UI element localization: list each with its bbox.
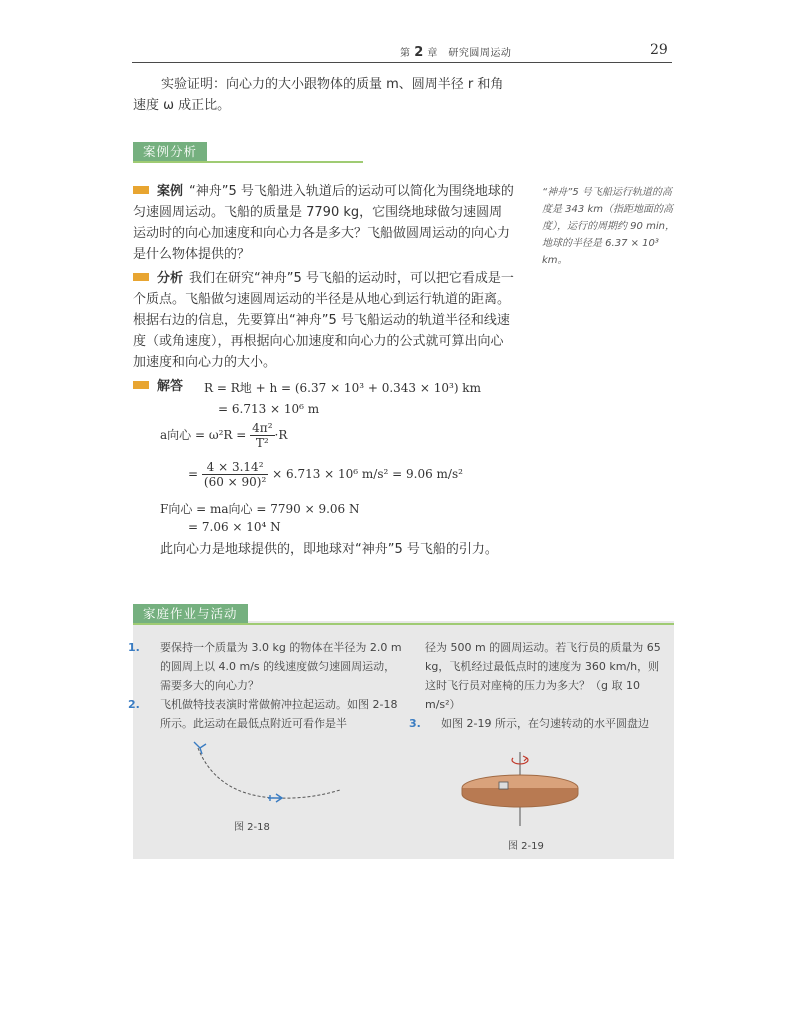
question-text: 如图 2-19 所示，在匀速转动的水平圆盘边 bbox=[441, 717, 649, 730]
section-title-case-analysis: 案例分析 bbox=[133, 142, 207, 162]
calc-denominator: (60 × 90)² bbox=[203, 475, 267, 489]
question-2-continued: 径为 500 m 的圆周运动。若飞行员的质量为 65 kg，飞机经过最低点时的速度为 360 km/h，则这时飞行员对座椅的压力为多大？（g 取 10 m/s²） bbox=[425, 641, 661, 711]
plane-start-icon bbox=[194, 742, 206, 754]
figure-2-18-dive-path bbox=[180, 738, 350, 808]
bullet-marker bbox=[133, 186, 149, 194]
question-text: 飞机做特技表演时常做俯冲拉起运动。如图 2-18 所示。此运动在最低点附近可看作是半 bbox=[160, 698, 398, 730]
question-text: 要保持一个质量为 3.0 kg 的物体在半径为 2.0 m 的圆周上以 4.0 m/s 的线速度做匀速圆周运动，需要多大的向心力？ bbox=[160, 641, 402, 692]
case-paragraph bbox=[133, 181, 515, 265]
question-3 bbox=[409, 714, 670, 733]
section-title-homework: 家庭作业与活动 bbox=[133, 604, 248, 624]
acc-tail: ·R bbox=[274, 428, 288, 442]
acc-numerator: 4π² bbox=[252, 421, 273, 435]
homework-column-right bbox=[409, 638, 670, 733]
equation-acceleration bbox=[160, 421, 287, 450]
bullet-marker bbox=[133, 273, 149, 281]
homework-column-left bbox=[128, 638, 406, 733]
acc-denominator: T² bbox=[255, 436, 269, 450]
bullet-marker bbox=[133, 381, 149, 389]
case-label: 案例 bbox=[157, 184, 184, 199]
analysis-text: 我们在研究“神舟”5 号飞船的运动时，可以把它看成是一个质点。飞船做匀速圆周运动的半径是从地心到运行轨道的距离。根据右边的信息，先要算出“神舟”5 号飞船运动的轨道半径和线速度（或角速度），再根据向心加速度和向心力的公式就可算出向心加速度和向心力的大小。 bbox=[133, 271, 514, 370]
equation-force-result: = 7.06 × 10⁴ N bbox=[188, 520, 281, 534]
figure-2-19-turntable bbox=[455, 748, 585, 833]
calc-numerator: 4 × 3.14² bbox=[202, 460, 268, 475]
calc-tail: × 6.713 × 10⁶ m/s² = 9.06 m/s² bbox=[272, 467, 463, 481]
disk-edge bbox=[462, 788, 578, 807]
calc-equals: = bbox=[188, 467, 199, 481]
question-1 bbox=[128, 638, 406, 695]
case-text: “神舟”5 号飞船进入轨道后的运动可以简化为围绕地球的匀速圆周运动。飞船的质量是 7790 kg，它围绕地球做匀速圆周运动时的向心加速度和向心力各是多大？飞船做圆周运动的向心力是什么物体提供的？ bbox=[133, 184, 514, 262]
equation-radius-result: = 6.713 × 10⁶ m bbox=[218, 402, 320, 416]
calc-fraction bbox=[202, 460, 268, 489]
conclusion-paragraph: 此向心力是地球提供的，即地球对“神舟”5 号飞船的引力。 bbox=[160, 542, 498, 557]
intro-paragraph: 实验证明：向心力的大小跟物体的质量 m、圆周半径 r 和角速度 ω 成正比。 bbox=[133, 77, 504, 113]
acc-lhs: a向心 = ω²R = bbox=[160, 428, 247, 442]
plane-bottom-icon bbox=[268, 794, 282, 802]
equation-radius: R = R地 + h = (6.37 × 10³ + 0.343 × 10³) km bbox=[204, 381, 481, 395]
side-note: “神舟”5 号飞船运行轨道的高度是 343 km（指距地面的高度），运行的周期约 90 min，地球的半径是 6.37 × 10³ km。 bbox=[542, 187, 675, 266]
section-rule bbox=[133, 161, 363, 163]
question-2 bbox=[128, 695, 406, 733]
chapter-header: 第 2 章 研究圆周运动 bbox=[400, 45, 512, 60]
header-rule bbox=[132, 62, 672, 63]
page-number: 29 bbox=[650, 42, 668, 58]
dive-curve bbox=[198, 748, 340, 798]
question-number: 1. bbox=[128, 641, 140, 654]
question-number: 2. bbox=[128, 698, 140, 711]
equation-acceleration-calc bbox=[188, 460, 463, 489]
figure-2-19-caption: 图 2-19 bbox=[508, 841, 544, 852]
figure-2-18-caption: 图 2-18 bbox=[234, 822, 270, 833]
homework-rule bbox=[133, 623, 674, 625]
question-number: 3. bbox=[409, 717, 421, 730]
acc-fraction bbox=[250, 421, 274, 450]
equation-force: F向心 = ma向心 = 7790 × 9.06 N bbox=[160, 502, 360, 516]
rotation-arrowhead bbox=[523, 756, 527, 761]
analysis-label: 分析 bbox=[157, 271, 184, 286]
block-icon bbox=[499, 782, 508, 789]
solution-label: 解答 bbox=[157, 379, 184, 394]
solution-label-row bbox=[133, 376, 189, 397]
analysis-paragraph bbox=[133, 268, 515, 373]
